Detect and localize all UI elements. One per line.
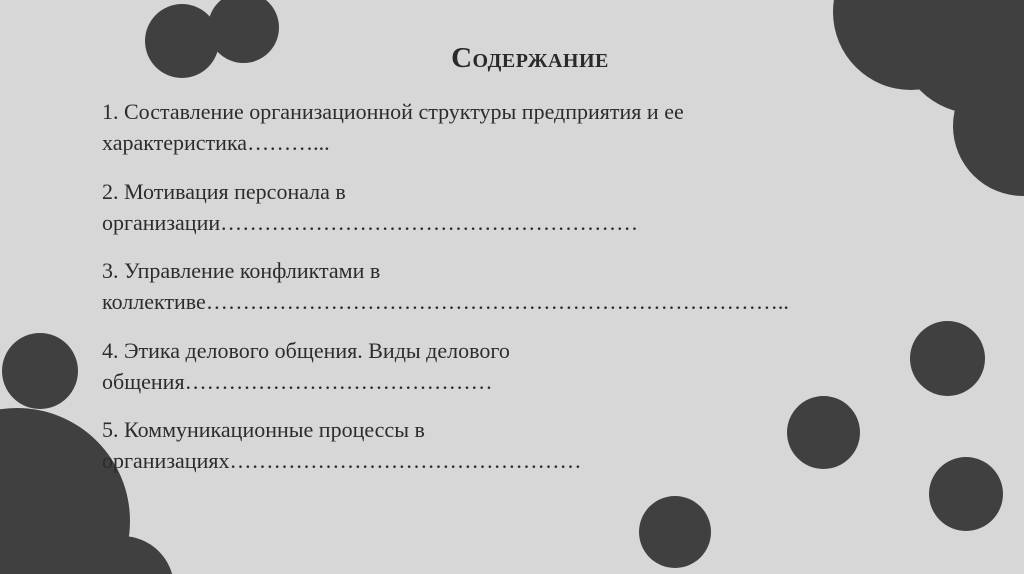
table-of-contents <box>102 96 922 494</box>
decor-circle-right-bottom <box>929 457 1003 531</box>
toc-item <box>102 255 922 317</box>
toc-item <box>102 96 922 158</box>
toc-item-text: 3. Управление конфликтами в <box>102 258 381 283</box>
toc-item-text: 1. Составление организационной структуры предприятия и ее <box>102 99 684 124</box>
toc-item-text: 4. Этика делового общения. Виды делового <box>102 337 510 363</box>
toc-item-text: 5. Коммуникационные процессы в <box>102 417 425 442</box>
toc-item-text: общения…………………………………… <box>102 368 493 394</box>
toc-item <box>102 176 922 238</box>
toc-item-text: 2. Мотивация персонала в <box>102 178 346 204</box>
toc-item-text: характеристика………... <box>102 130 330 155</box>
toc-item-text: организации………………………………………………… <box>102 209 639 235</box>
toc-item <box>102 335 922 397</box>
toc-item-text: организациях………………………………………… <box>102 448 582 473</box>
decor-circle-left-middle <box>2 333 78 409</box>
toc-item-text: коллективе…………………………………………………………………….. <box>102 289 789 314</box>
decor-circle-bottom-center <box>639 496 711 568</box>
slide-title: Содержание <box>451 42 609 74</box>
toc-item <box>102 414 922 476</box>
